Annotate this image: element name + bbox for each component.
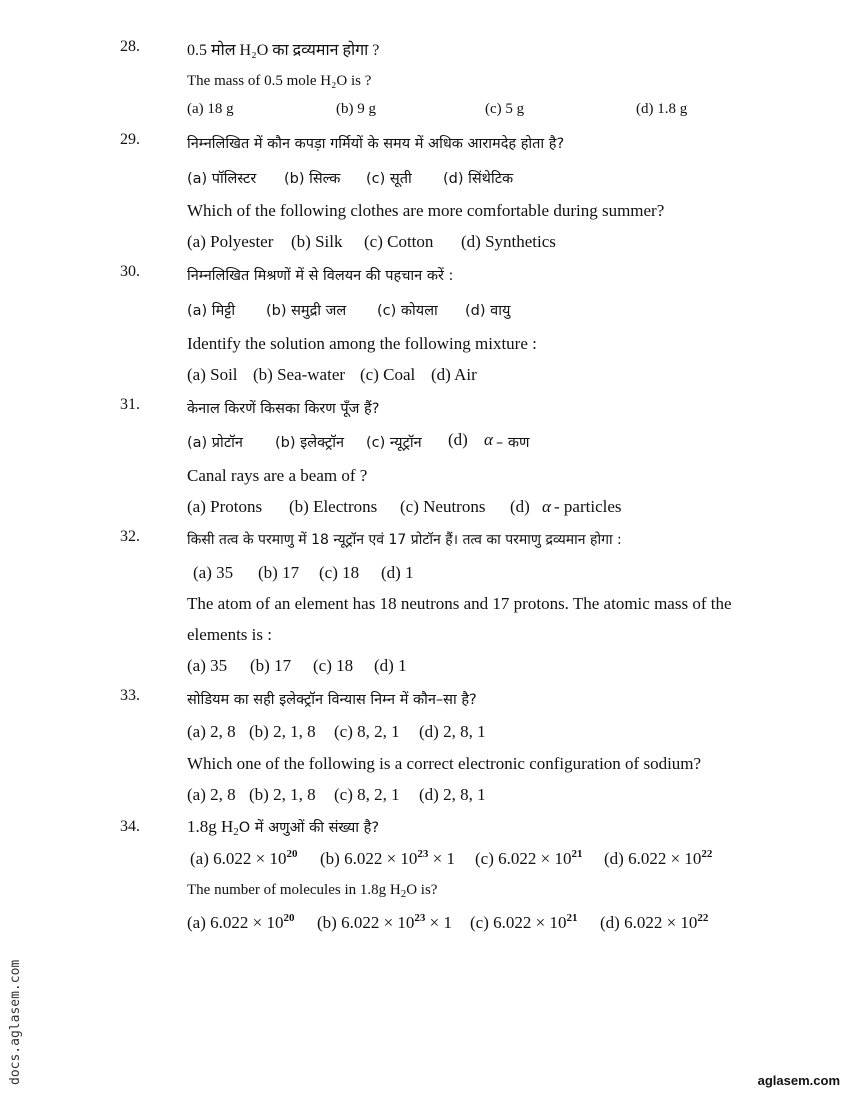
option-a: (a) 18 g <box>187 101 234 117</box>
option-b <box>320 848 455 869</box>
option-d <box>600 912 708 933</box>
option-a-hindi: (a) 35 <box>193 563 234 582</box>
option-d-label: (d) <box>510 497 530 516</box>
question-hindi <box>187 817 379 838</box>
option-d <box>604 848 712 869</box>
question-english: Canal rays are a beam of ? <box>187 466 368 485</box>
exponent: 21 <box>566 912 578 924</box>
option-b: (b) 17 <box>250 656 292 675</box>
option-label: (b) 6.022 × 10 <box>317 913 415 932</box>
option-c-hindi: (c) सूती <box>366 171 412 187</box>
option-d-label: (d) <box>448 430 468 449</box>
english-text: O is? <box>406 882 438 898</box>
option-b: (b) 9 g <box>336 101 376 117</box>
option-d: - particles <box>554 497 622 516</box>
option-label: (a) 6.022 × 10 <box>187 913 284 932</box>
option-a <box>187 912 294 933</box>
question-hindi: 0.5 मोल H₂O का द्रव्यमान होगा ? <box>187 42 380 59</box>
question-english: The mass of 0.5 mole H₂O is ? <box>187 73 372 89</box>
option-b-hindi: (b) सिल्क <box>284 171 341 187</box>
option-a: (a) 2, 8 <box>187 785 236 804</box>
alpha-symbol: α <box>484 430 493 449</box>
option-b-hindi: (b) समुद्री जल <box>266 303 347 319</box>
option-c: (c) Cotton <box>364 232 434 251</box>
question-hindi: सोडियम का सही इलेक्ट्रॉन विन्यास निम्न में कौन–सा है? <box>187 692 477 708</box>
question-number: 33. <box>120 687 140 704</box>
option-b-hindi: (b) 2, 1, 8 <box>249 722 316 741</box>
option-b-hindi: (b) इलेक्ट्रॉन <box>275 435 345 451</box>
question-english: Which one of the following is a correct electronic configuration of sodium? <box>187 754 702 773</box>
option-tail: × 1 <box>428 849 456 868</box>
option-a: (a) Protons <box>187 497 263 516</box>
option-label: (a) 6.022 × 10 <box>190 849 287 868</box>
option-b: (b) Silk <box>291 232 343 251</box>
formula-text: 1.8g H <box>187 817 234 836</box>
option-b <box>317 912 452 933</box>
question-number: 32. <box>120 528 140 545</box>
option-d-hindi: (d) सिंथेटिक <box>443 171 514 187</box>
option-c <box>470 912 577 933</box>
option-b: (b) 2, 1, 8 <box>249 785 316 804</box>
question-english <box>187 882 437 900</box>
option-d: (d) Air <box>431 365 477 384</box>
subscript: 2 <box>233 826 239 838</box>
option-d: (d) 1 <box>374 656 407 675</box>
option-label: (d) 6.022 × 10 <box>600 913 698 932</box>
option-c-hindi: (c) 18 <box>319 563 360 582</box>
question-hindi: केनाल किरणें किसका किरण पूँज हैं? <box>187 401 380 417</box>
question-hindi: किसी तत्व के परमाणु में 18 न्यूट्रॉन एवं 17 प्रोटॉन हैं। तत्व का परमाणु द्रव्यमान होगा : <box>187 532 622 548</box>
question-english-line1: The atom of an element has 18 neutrons and 17 protons. The atomic mass of the <box>187 594 732 613</box>
option-a-hindi: (a) मिट्टी <box>187 303 236 319</box>
option-a-hindi: (a) 2, 8 <box>187 722 236 741</box>
option-c-hindi: (c) 8, 2, 1 <box>334 722 400 741</box>
question-number: 34. <box>120 818 140 835</box>
option-a: (a) 35 <box>187 656 228 675</box>
question-english-line2: elements is : <box>187 625 272 644</box>
option-d: (d) Synthetics <box>461 232 556 251</box>
question-hindi: निम्नलिखित में कौन कपड़ा गर्मियों के समय में अधिक आरामदेह होता है? <box>187 136 565 152</box>
option-label: (c) 6.022 × 10 <box>475 849 572 868</box>
option-c: (c) 18 <box>313 656 354 675</box>
exponent: 22 <box>701 848 713 860</box>
exponent: 21 <box>571 848 583 860</box>
option-c <box>475 848 582 869</box>
option-a-hindi: (a) पॉलिस्टर <box>187 171 257 187</box>
option-d-hindi: (d) वायु <box>465 303 511 319</box>
question-english: Identify the solution among the following mixture : <box>187 334 537 353</box>
question-number: 28. <box>120 38 140 55</box>
exponent: 20 <box>286 848 298 860</box>
subscript: 2 <box>400 888 407 900</box>
option-c-hindi: (c) न्यूट्रॉन <box>366 435 422 451</box>
exponent: 20 <box>283 912 295 924</box>
option-b-hindi: (b) 17 <box>258 563 300 582</box>
option-label: (d) 6.022 × 10 <box>604 849 702 868</box>
exponent: 23 <box>417 848 429 860</box>
option-d-hindi: – कण <box>496 435 530 451</box>
option-a <box>190 848 297 869</box>
question-number: 29. <box>120 131 140 148</box>
option-d: (d) 2, 8, 1 <box>419 785 486 804</box>
option-c-hindi: (c) कोयला <box>377 303 438 319</box>
option-b: (b) Sea-water <box>253 365 346 384</box>
option-label: (c) 6.022 × 10 <box>470 913 567 932</box>
side-watermark: docs.aglasem.com <box>8 959 23 1085</box>
exponent: 23 <box>414 912 426 924</box>
option-a-hindi: (a) प्रोटॉन <box>187 435 243 451</box>
option-c: (c) 5 g <box>485 101 525 117</box>
option-a: (a) Soil <box>187 365 238 384</box>
option-b: (b) Electrons <box>289 497 378 516</box>
option-tail: × 1 <box>425 913 453 932</box>
question-number: 31. <box>120 396 140 413</box>
option-d: (d) 1.8 g <box>636 101 688 117</box>
english-text: The number of molecules in 1.8g H <box>187 882 401 898</box>
option-d-hindi: (d) 1 <box>381 563 414 582</box>
option-c: (c) Coal <box>360 365 416 384</box>
option-a: (a) Polyester <box>187 232 274 251</box>
option-c: (c) Neutrons <box>400 497 486 516</box>
question-number: 30. <box>120 263 140 280</box>
option-d-hindi: (d) 2, 8, 1 <box>419 722 486 741</box>
option-label: (b) 6.022 × 10 <box>320 849 418 868</box>
hindi-text: O में अणुओं की संख्या है? <box>238 820 380 836</box>
footer-watermark: aglasem.com <box>757 1073 840 1088</box>
question-hindi: निम्नलिखित मिश्रणों में से विलयन की पहचान करें : <box>187 268 454 284</box>
option-c: (c) 8, 2, 1 <box>334 785 400 804</box>
alpha-symbol: α <box>542 497 551 516</box>
question-english: Which of the following clothes are more comfortable during summer? <box>187 201 665 220</box>
exponent: 22 <box>697 912 709 924</box>
